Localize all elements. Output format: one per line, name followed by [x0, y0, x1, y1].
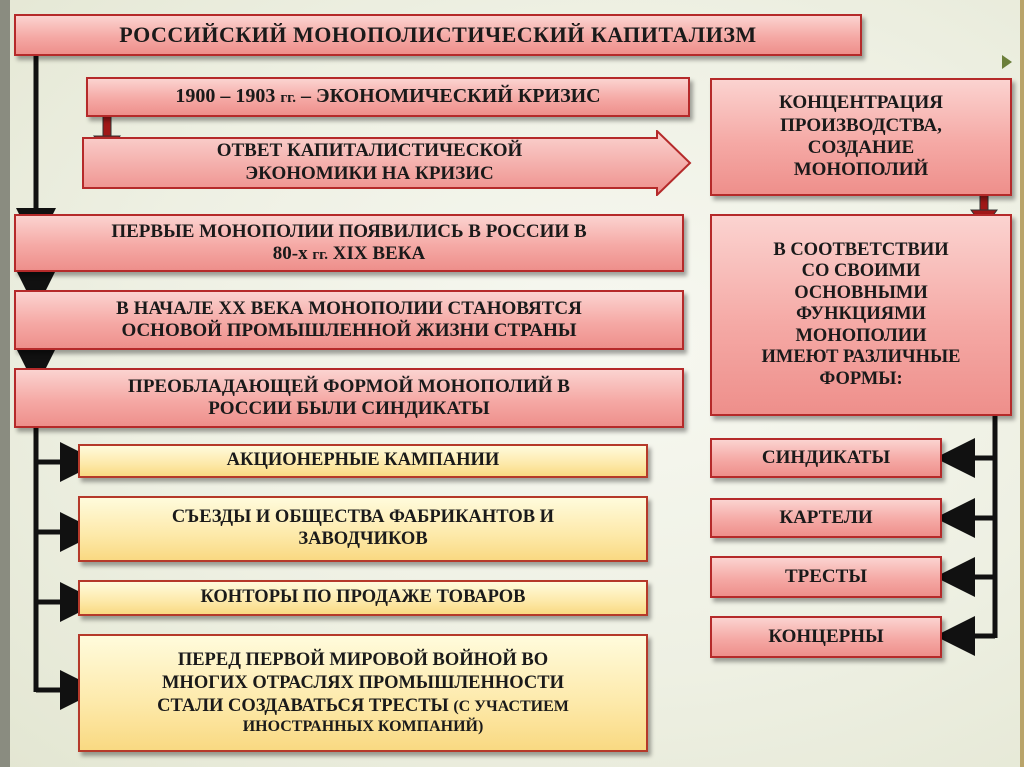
response-box — [82, 130, 692, 196]
functions-line-4: ФУНКЦИЯМИ — [796, 304, 926, 325]
decade-text: 80-х — [272, 243, 308, 264]
sales-offices-box — [78, 580, 648, 616]
concentration-box — [710, 78, 1012, 196]
concentration-line-2: ПРОИЗВОДСТВА, — [780, 114, 942, 136]
prewar-trusts-line-2: МНОГИХ ОТРАСЛЯХ ПРОМЫШЛЕННОСТИ — [161, 672, 565, 693]
concentration-line-4: МОНОПОЛИЙ — [793, 159, 929, 181]
form-cartels-text: КАРТЕЛИ — [779, 506, 873, 528]
response-line-1: ОТВЕТ КАПИТАЛИСТИЧЕСКОЙ — [216, 140, 523, 162]
congresses-line-2: ЗАВОДЧИКОВ — [298, 529, 428, 549]
prewar-trusts-box — [78, 634, 648, 752]
concentration-line-3: СОЗДАНИЕ — [807, 137, 915, 158]
response-line-2: ЭКОНОМИКИ НА КРИЗИС — [245, 163, 494, 184]
early-20c-line-2: ОСНОВОЙ ПРОМЫШЛЕННОЙ ЖИЗНИ СТРАНЫ — [121, 320, 577, 341]
dominant-form-line-1: ПРЕОБЛАДАЮЩЕЙ ФОРМОЙ МОНОПОЛИЙ В — [128, 375, 570, 397]
form-trusts-box — [710, 556, 942, 598]
crisis-years: 1900 – 1903 — [175, 85, 276, 108]
title-box — [14, 14, 862, 56]
joint-stock-box — [78, 444, 648, 478]
crisis-label: – ЭКОНОМИЧЕСКИЙ КРИЗИС — [301, 85, 601, 108]
crisis-box — [86, 77, 690, 117]
decorative-left-strip — [0, 0, 14, 767]
first-monopolies-line-2 — [273, 243, 425, 265]
early-20c-box — [14, 290, 684, 350]
first-monopolies-box — [14, 214, 684, 272]
years-unit: гг. — [312, 247, 329, 263]
prewar-trusts-line-1: ПЕРЕД ПЕРВОЙ МИРОВОЙ ВОЙНОЙ ВО — [177, 650, 549, 671]
functions-line-7: ФОРМЫ: — [819, 368, 903, 389]
prewar-trusts-line-3b: (С УЧАСТИЕМ — [453, 697, 569, 715]
functions-line-2: СО СВОИМИ — [801, 261, 921, 282]
prewar-trusts-line-3 — [157, 695, 569, 718]
functions-line-6: ИМЕЮТ РАЗЛИЧНЫЕ — [761, 347, 961, 368]
concentration-line-1: КОНЦЕНТРАЦИЯ — [779, 92, 943, 114]
functions-box — [710, 214, 1012, 416]
crisis-unit: гг. — [280, 90, 297, 107]
century-text: XIX ВЕКА — [332, 243, 426, 264]
congresses-line-1: СЪЕЗДЫ И ОБЩЕСТВА ФАБРИКАНТОВ И — [171, 507, 555, 528]
form-concerns-box — [710, 616, 942, 658]
functions-line-3: ОСНОВНЫМИ — [794, 282, 928, 303]
joint-stock-text: АКЦИОНЕРНЫЕ КАМПАНИИ — [226, 450, 500, 471]
form-trusts-text: ТРЕСТЫ — [784, 565, 867, 587]
functions-line-1: В СООТВЕТСТВИИ — [773, 239, 949, 260]
form-syndicates-text: СИНДИКАТЫ — [761, 446, 891, 468]
form-syndicates-box — [710, 438, 942, 478]
form-cartels-box — [710, 498, 942, 538]
early-20c-line-1: В НАЧАЛЕ XX ВЕКА МОНОПОЛИИ СТАНОВЯТСЯ — [116, 297, 582, 319]
form-concerns-text: КОНЦЕРНЫ — [768, 625, 884, 647]
congresses-box — [78, 496, 648, 562]
sales-offices-text: КОНТОРЫ ПО ПРОДАЖЕ ТОВАРОВ — [200, 587, 526, 608]
crisis-text — [175, 85, 600, 109]
first-monopolies-line-1: ПЕРВЫЕ МОНОПОЛИИ ПОЯВИЛИСЬ В РОССИИ В — [111, 220, 587, 242]
prewar-trusts-line-4: ИНОСТРАННЫХ КОМПАНИЙ) — [242, 718, 484, 736]
dominant-form-box — [14, 368, 684, 428]
prewar-trusts-line-3a: СТАЛИ СОЗДАВАТЬСЯ ТРЕСТЫ — [157, 695, 449, 716]
dominant-form-line-2: РОССИИ БЫЛИ СИНДИКАТЫ — [208, 398, 490, 419]
page-title: РОССИЙСКИЙ МОНОПОЛИСТИЧЕСКИЙ КАПИТАЛИЗМ — [119, 22, 757, 48]
functions-line-5: МОНОПОЛИИ — [795, 325, 927, 346]
